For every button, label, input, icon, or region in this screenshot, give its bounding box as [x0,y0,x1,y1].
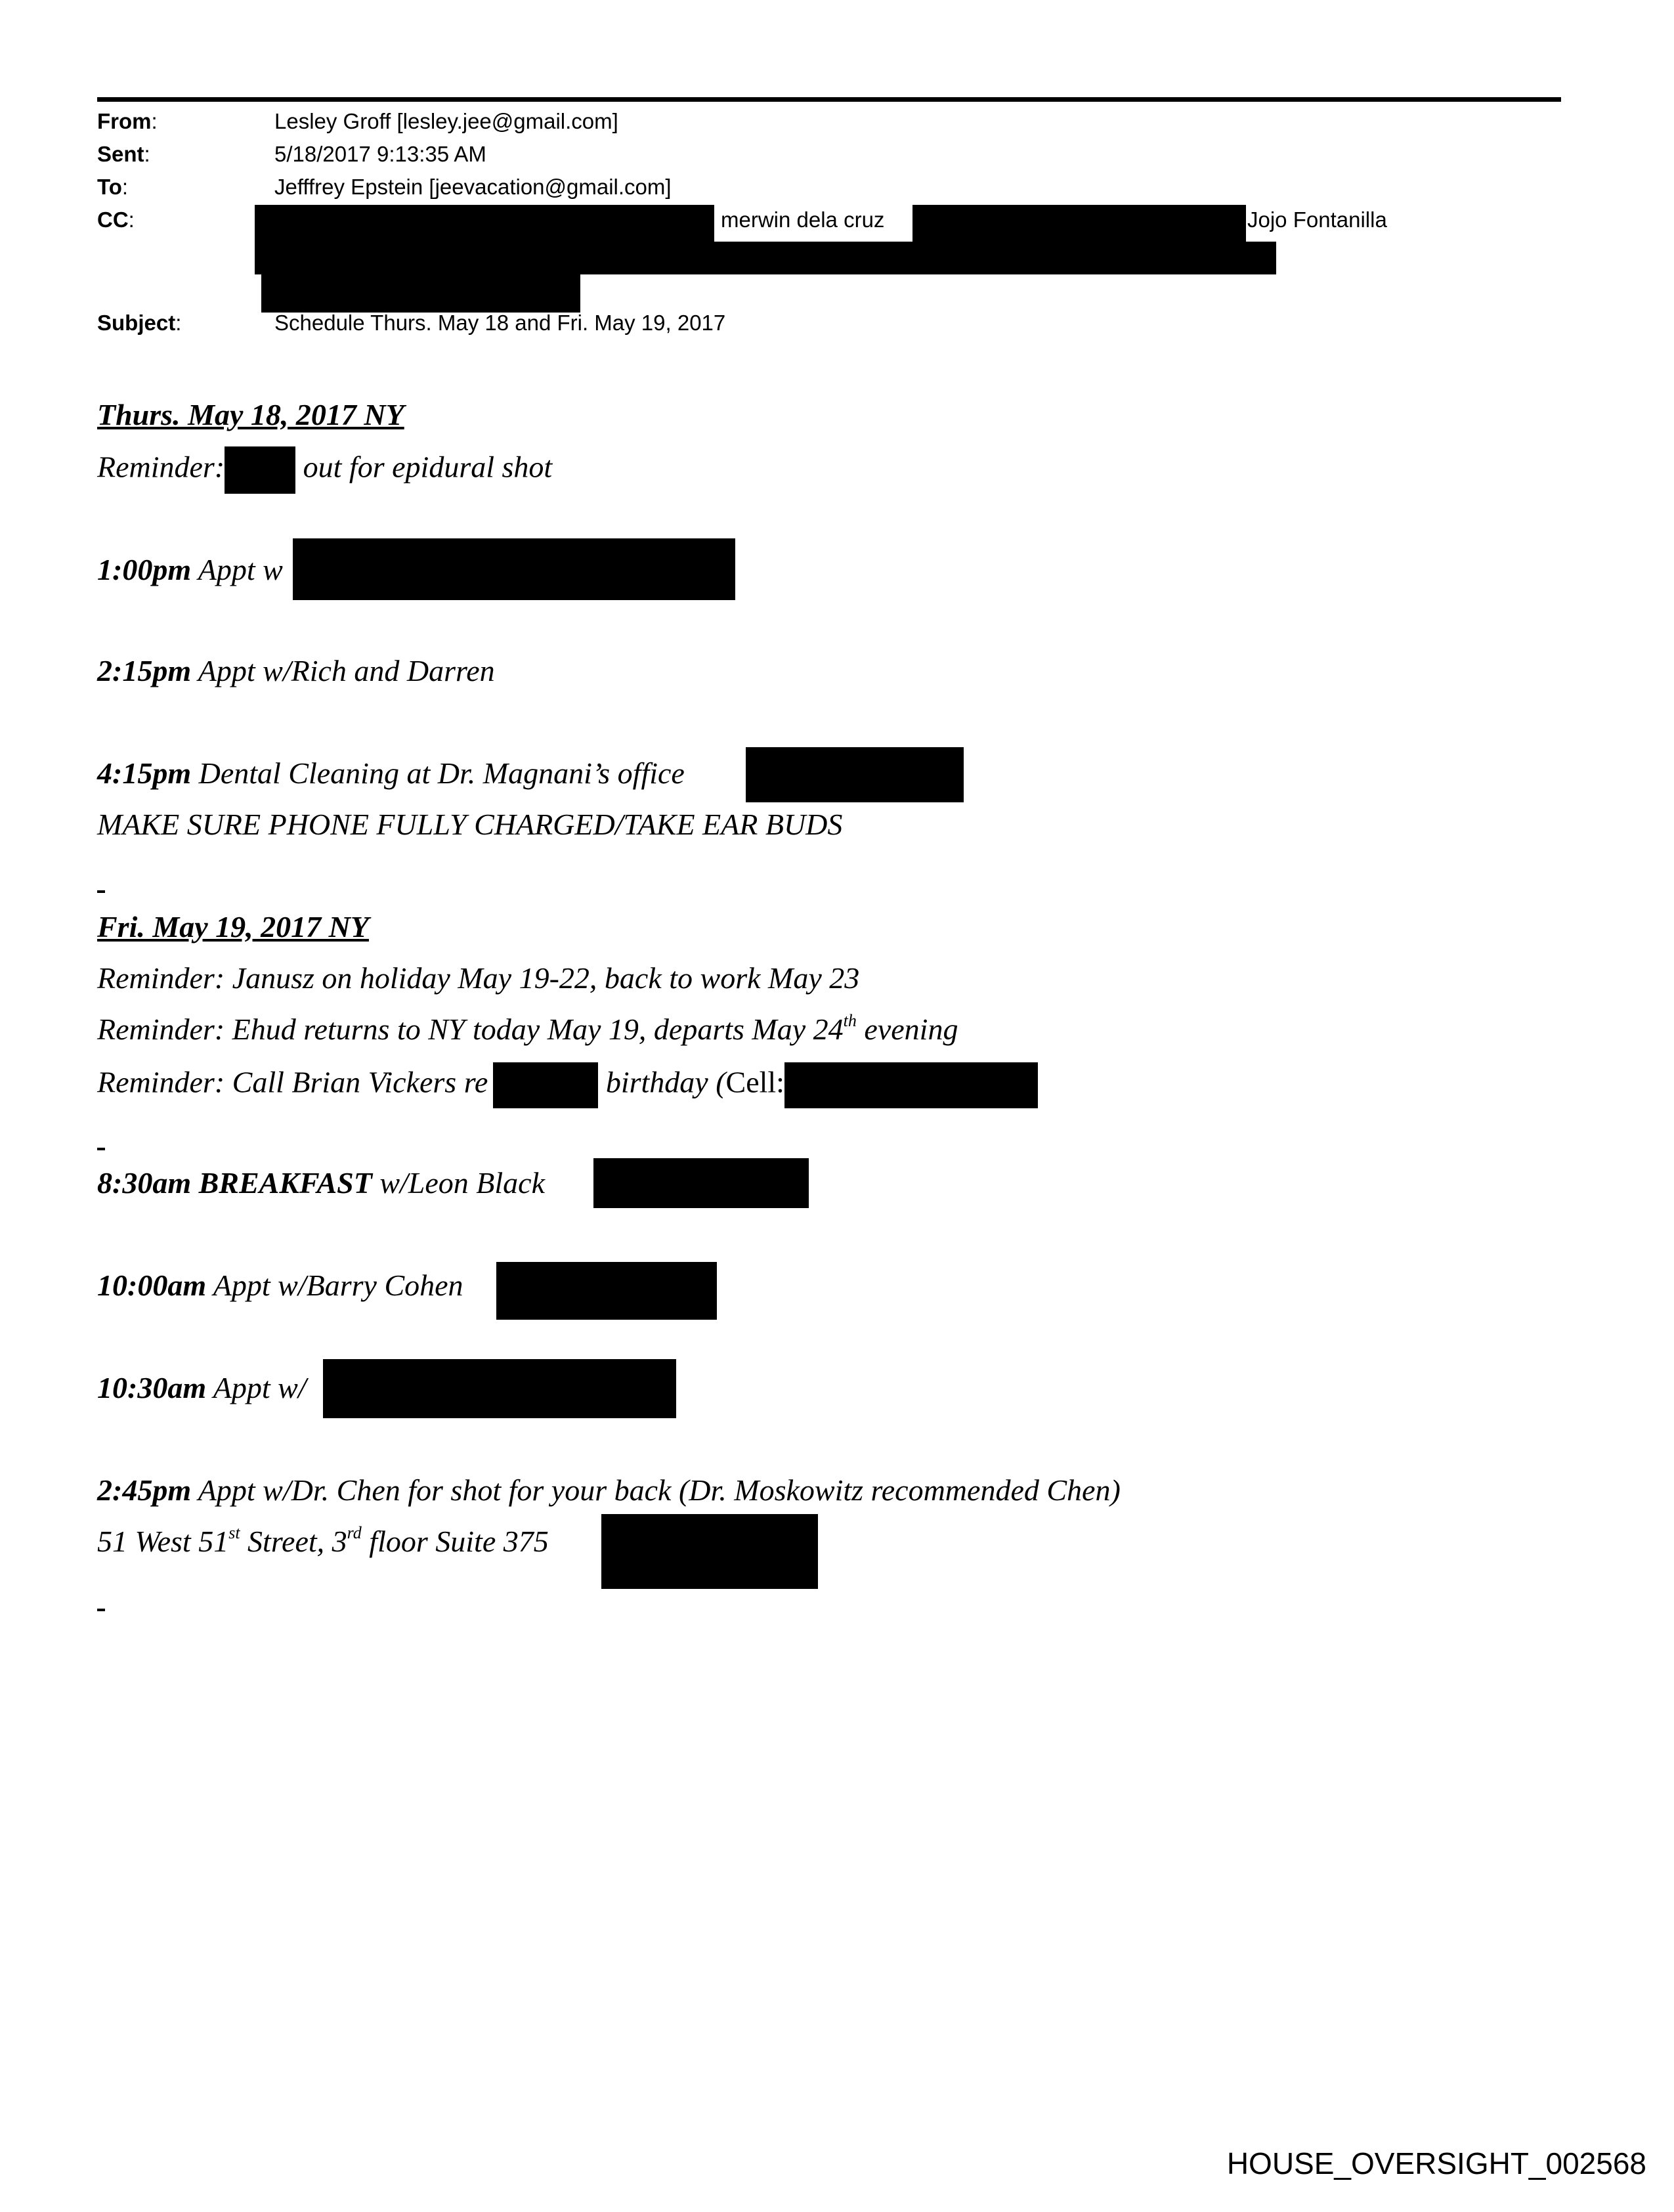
redaction-box [293,538,735,600]
header-rule [97,97,1561,102]
redaction-box [255,242,1276,274]
from-value: Lesley Groff [lesley.jee@gmail.com] [274,109,618,133]
redaction-box [784,1062,1038,1108]
redaction-box [912,205,1246,243]
day2-heading: Fri. May 19, 2017 NY [97,910,369,943]
redaction-box [261,273,580,313]
day2-reminder-1: Reminder: Janusz on holiday May 19-22, back to work May 23 [97,961,860,995]
redaction-box [593,1158,809,1208]
from-label: From: [97,109,158,133]
day2-appt-1: 8:30am BREAKFAST w/Leon Black [97,1166,546,1200]
day2-appt-4: 2:45pm Appt w/Dr. Chen for shot for your back (Dr. Moskowitz recommended Chen) [97,1473,1121,1507]
day2-reminder-3: Reminder: Call Brian Vickers re birthday (Cell: [97,1062,1038,1108]
day1-appt-3: 4:15pm Dental Cleaning at Dr. Magnani’s office [97,756,685,790]
separator-dash [97,1609,105,1611]
day1-heading: Thurs. May 18, 2017 NY [97,398,404,431]
subject-value: Schedule Thurs. May 18 and Fri. May 19, 2017 [274,311,726,335]
to-label: To: [97,175,129,199]
day1-appt-3-note: MAKE SURE PHONE FULLY CHARGED/TAKE EAR BUDS [97,808,843,841]
redaction-box [496,1262,717,1320]
cc-label: CC: [97,207,135,232]
redaction-box [225,446,295,494]
day2-reminder-2: Reminder: Ehud returns to NY today May 19, departs May 24th evening [97,1011,958,1046]
day2-appt-3: 10:30am Appt w/ [97,1371,307,1404]
redaction-box [746,747,964,802]
day1-reminder: Reminder: out for epidural shot [97,446,552,494]
cc-name-merwin: merwin dela cruz [721,207,885,232]
day1-appt-1: 1:00pm Appt w [97,553,283,586]
day2-appt-2: 10:00am Appt w/Barry Cohen [97,1269,463,1302]
separator-dash [97,890,105,893]
subject-label: Subject: [97,311,182,335]
sent-value: 5/18/2017 9:13:35 AM [274,142,486,166]
to-value: Jefffrey Epstein [jeevacation@gmail.com] [274,175,672,199]
redaction-box [601,1514,818,1589]
cc-name-jojo: Jojo Fontanilla [1247,207,1387,232]
separator-dash [97,1148,105,1150]
redaction-box [255,205,714,243]
day1-appt-2: 2:15pm Appt w/Rich and Darren [97,654,495,687]
redaction-box [493,1062,598,1108]
sent-label: Sent: [97,142,150,166]
bates-number: HOUSE_OVERSIGHT_002568 [1226,2146,1646,2180]
redaction-box [323,1359,676,1418]
day2-appt-4-address: 51 West 51st Street, 3rd floor Suite 375 [97,1523,549,1558]
